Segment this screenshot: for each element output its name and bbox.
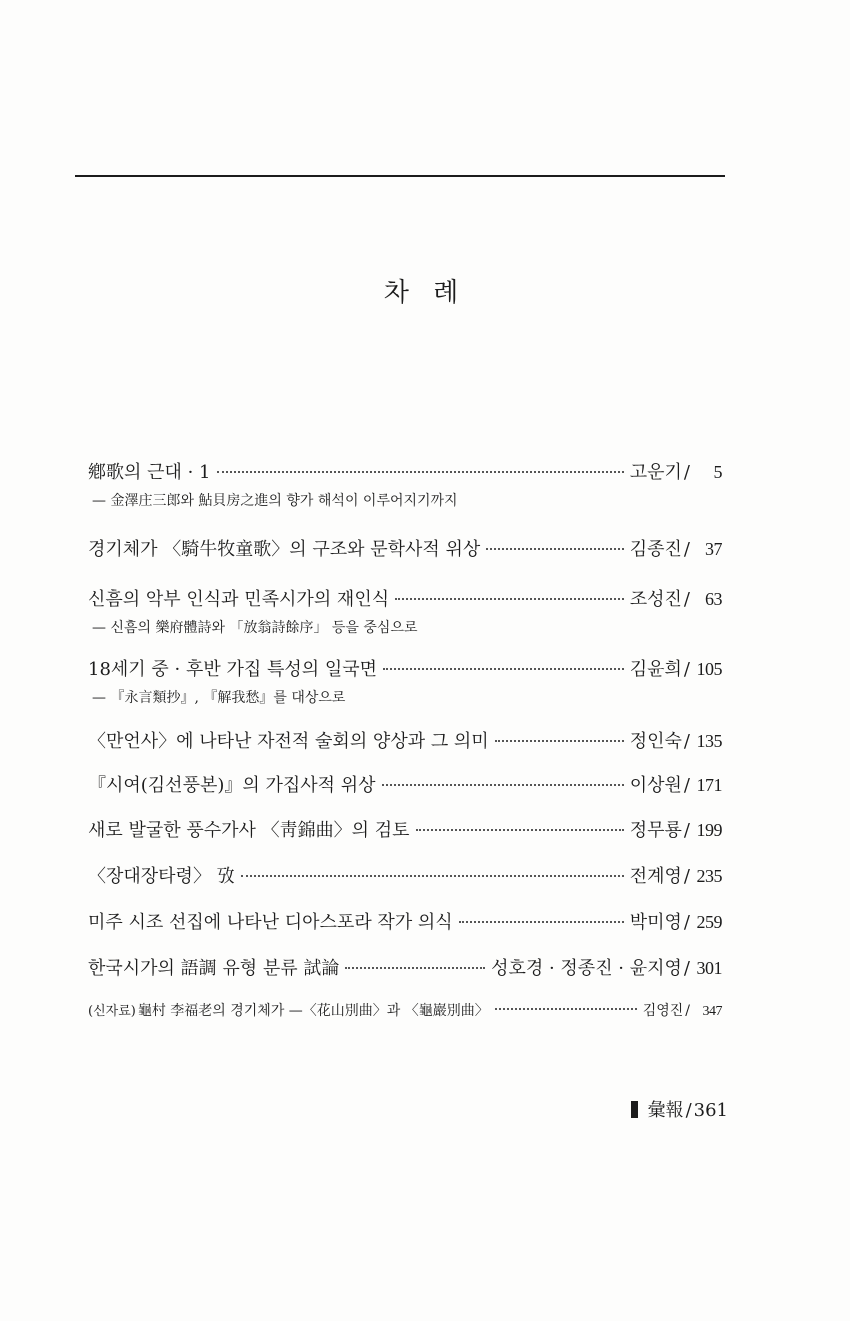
separator: / <box>683 866 690 887</box>
top-rule <box>75 175 725 177</box>
entry-title: 18세기 중 · 후반 가집 특성의 일국면 <box>88 659 377 680</box>
entry-page: 171 <box>696 775 722 795</box>
entry-subtitle: — 『永言類抄』, 『解我愁』를 대상으로 <box>92 690 346 706</box>
entry-page: 301 <box>696 958 722 978</box>
toc-entry[interactable] <box>88 816 722 844</box>
bullet-marker <box>631 1101 638 1118</box>
separator: / <box>683 912 690 933</box>
entry-subtitle: — 신흠의 樂府體詩와 「放翁詩餘序」 등을 중심으로 <box>92 620 418 636</box>
dot-leader <box>383 668 624 670</box>
entry-author: 정무룡 <box>629 820 682 841</box>
entry-author: 김영진 <box>642 1003 684 1019</box>
separator: / <box>685 1003 690 1019</box>
toc-entry[interactable] <box>88 458 722 510</box>
dot-leader <box>495 740 624 742</box>
entry-author: 고운기 <box>629 462 682 483</box>
toc-entry[interactable] <box>88 954 722 982</box>
entry-author: 조성진 <box>629 589 682 610</box>
dot-leader <box>217 471 624 473</box>
entry-page: 5 <box>713 462 722 482</box>
separator: / <box>683 659 690 680</box>
toc-entry[interactable] <box>88 908 722 936</box>
toc-entry[interactable] <box>88 655 722 707</box>
entry-page: 105 <box>696 659 722 679</box>
dot-leader <box>241 875 624 877</box>
toc-entry[interactable] <box>88 862 722 890</box>
separator: / <box>685 1100 692 1121</box>
entry-page: 63 <box>705 589 722 609</box>
separator: / <box>683 731 690 752</box>
back-matter-page: 361 <box>693 1100 728 1121</box>
entry-title: 鄕歌의 근대 · 1 <box>88 462 211 483</box>
dot-leader <box>382 784 624 786</box>
entry-page: 37 <box>705 539 722 559</box>
entry-page: 235 <box>696 866 722 886</box>
dot-leader <box>345 967 485 969</box>
separator: / <box>683 539 690 560</box>
entry-title: 〈장대장타령〉 攷 <box>88 866 235 887</box>
separator: / <box>683 820 690 841</box>
toc-entry[interactable] <box>88 727 722 755</box>
entry-author: 김윤희 <box>629 659 682 680</box>
entry-title: 龜村 李福老의 경기체가 —〈花山別曲〉과 〈龜巖別曲〉 <box>137 1003 489 1019</box>
entry-tag: (신자료) <box>88 1004 136 1019</box>
entry-author: 정인숙 <box>629 731 682 752</box>
entry-page: 135 <box>696 731 722 751</box>
entry-author: 전계영 <box>629 866 682 887</box>
toc-entry[interactable] <box>88 535 722 563</box>
toc-entry[interactable] <box>88 771 722 799</box>
entry-page: 199 <box>696 820 722 840</box>
dot-leader <box>416 829 624 831</box>
toc-entry[interactable] <box>88 1000 722 1028</box>
separator: / <box>683 775 690 796</box>
entry-subtitle: — 金澤庄三郎와 鮎貝房之進의 향가 해석이 이루어지기까지 <box>92 493 458 509</box>
toc-entry[interactable] <box>88 585 722 637</box>
entry-author: 성호경 · 정종진 · 윤지영 <box>491 958 682 979</box>
entry-title: 〈만언사〉에 나타난 자전적 술회의 양상과 그 의미 <box>88 731 489 752</box>
separator: / <box>683 589 690 610</box>
entry-title: 새로 발굴한 풍수가사 〈靑錦曲〉의 검토 <box>88 820 410 841</box>
entry-author: 김종진 <box>629 539 682 560</box>
dot-leader <box>395 598 624 600</box>
dot-leader <box>486 548 623 550</box>
dot-leader <box>495 1008 637 1010</box>
back-matter-entry[interactable] <box>616 1096 728 1124</box>
back-matter-title: 彙報 <box>647 1100 684 1121</box>
entry-author: 이상원 <box>629 775 682 796</box>
entry-page: 259 <box>696 912 722 932</box>
entry-title: 『시여(김선풍본)』의 가집사적 위상 <box>88 775 376 796</box>
entry-title: 한국시가의 語調 유형 분류 試論 <box>88 958 340 979</box>
separator: / <box>683 462 690 483</box>
dot-leader <box>459 921 624 923</box>
entry-page: 347 <box>702 1004 722 1019</box>
entry-title: 미주 시조 선집에 나타난 디아스포라 작가 의식 <box>88 912 453 933</box>
entry-author: 박미영 <box>629 912 682 933</box>
separator: / <box>683 958 690 979</box>
entry-title: 신흠의 악부 인식과 민족시가의 재인식 <box>88 589 390 610</box>
entry-title: 경기체가 〈騎牛牧童歌〉의 구조와 문학사적 위상 <box>88 539 481 560</box>
toc-heading: 차 례 <box>383 278 467 308</box>
